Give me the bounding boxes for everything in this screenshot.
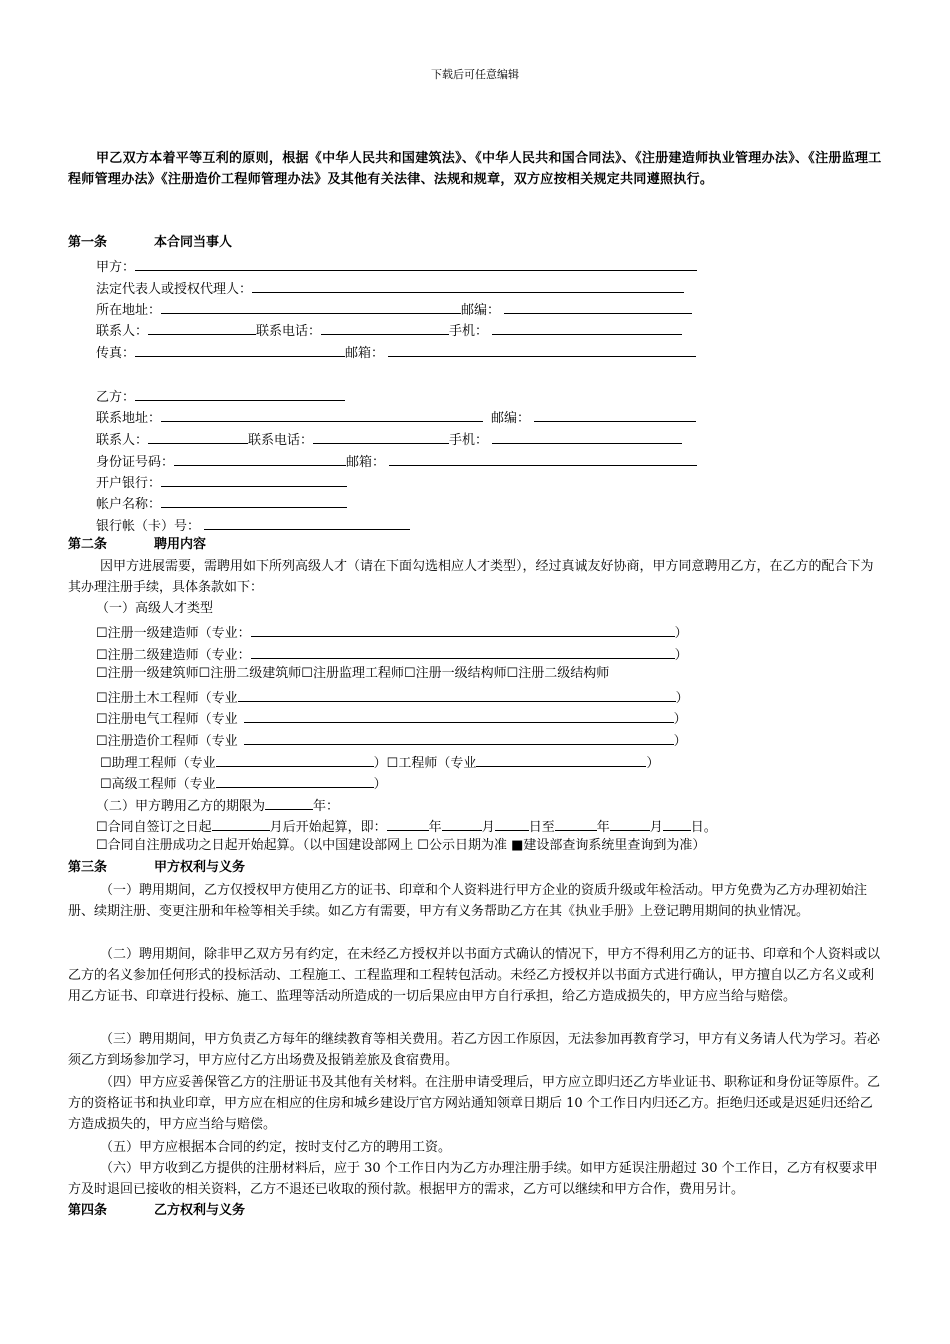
talent-field-2[interactable] <box>251 644 675 659</box>
article-3-para-3: （三）聘用期间，甲方负责乙方每年的继续教育等相关费用。若乙方因工作原因，无法参加再教育学习，甲方有义务请人代为学习。若必须乙方到场参加学习，甲方应付乙方出场费及报销差旅及食宿费用。 <box>68 1032 881 1068</box>
party-b-email-label: 邮箱： <box>346 455 386 470</box>
start-month-unit: 月 <box>481 820 495 835</box>
talent-checkbox-7a[interactable]: ☐助理工程师（专业 <box>100 756 216 771</box>
party-b-postcode-label: 邮编： <box>491 411 531 426</box>
party-a-fax-field[interactable] <box>135 342 345 357</box>
intro-paragraph: 甲乙双方本着平等互利的原则，根据《中华人民共和国建筑法》、《中华人民共和国合同法》、《注册建造师执业管理办法》、《注册监理工程师管理办法》《注册造价工程师管理办法》及其他有关法律、法规和规章，双方应按相关规定共同遵照执行。 <box>68 151 882 187</box>
end-day-field[interactable] <box>663 816 691 831</box>
period-label: （二）甲方聘用乙方的期限为 <box>96 799 266 814</box>
article-3-title: 甲方权利与义务 <box>154 860 246 875</box>
article-2-title: 聘用内容 <box>154 537 207 552</box>
talent-close-2: ） <box>674 648 688 663</box>
talent-field-7a[interactable] <box>216 752 374 767</box>
article-1-number: 第一条 <box>68 235 108 250</box>
party-a-email-label: 邮箱： <box>345 346 385 361</box>
party-b-id-field[interactable] <box>174 451 346 466</box>
article-1-title: 本合同当事人 <box>154 235 233 250</box>
talent-row-3[interactable]: ☐注册一级建筑师☐注册二级建筑师☐注册监理工程师☐注册一级结构师☐注册二级结构师 <box>96 666 610 681</box>
talent-row-2 <box>96 644 688 665</box>
talent-close-5: ） <box>673 712 687 727</box>
talent-close-8: ） <box>373 777 387 792</box>
article-2-intro: 因甲方进展需要，需聘用如下所列高级人才（请在下面勾选相应人才类型），经过真诚友好协商，甲方同意聘用乙方，在乙方的配合下为其办理注册手续，具体条款如下： <box>68 559 874 595</box>
talent-checkbox-2[interactable]: ☐注册二级建造师（专业： <box>96 648 251 663</box>
party-b-name-label: 乙方： <box>96 390 136 405</box>
party-a-fax-row <box>96 342 696 363</box>
party-b-id-label: 身份证号码： <box>96 455 175 470</box>
talent-field-4[interactable] <box>238 687 676 702</box>
party-b-mobile-label: 手机： <box>449 433 489 448</box>
period-option-2[interactable]: ☐合同自注册成功之日起开始起算。（以中国建设部网上 ☐公示日期为准 ■建设部查询系统里查询到为准） <box>96 838 706 853</box>
party-a-phone-field[interactable] <box>321 320 449 335</box>
party-b-account-no-row <box>96 515 410 536</box>
party-a-address-field[interactable] <box>161 299 461 314</box>
party-b-phone-label: 联系电话： <box>248 433 314 448</box>
talent-close-1: ） <box>674 626 688 641</box>
start-month-field[interactable] <box>442 816 482 831</box>
talent-row-5 <box>96 708 687 729</box>
talent-checkbox-7b[interactable]: ☐工程师（专业 <box>386 756 477 771</box>
talent-row-8 <box>100 773 387 794</box>
party-a-rep-field[interactable] <box>252 278 684 293</box>
article-4-heading <box>68 1202 245 1220</box>
party-b-bank-label: 开户银行： <box>96 476 162 491</box>
period-option-1-text: 月后开始起算，即： <box>269 820 387 835</box>
talent-field-1[interactable] <box>251 622 675 637</box>
talent-row-7 <box>100 752 659 773</box>
party-b-postcode-field[interactable] <box>534 407 696 422</box>
party-a-contact-field[interactable] <box>148 320 256 335</box>
period-option-1 <box>96 816 717 837</box>
party-b-contact-row <box>96 429 682 450</box>
talent-checkbox-8[interactable]: ☐高级工程师（专业 <box>100 777 216 792</box>
period-row <box>96 795 339 816</box>
talent-checkbox-1[interactable]: ☐注册一级建造师（专业： <box>96 626 251 641</box>
party-a-name-label: 甲方： <box>96 260 136 275</box>
party-a-address-label: 所在地址： <box>96 303 162 318</box>
end-day-unit: 日。 <box>690 820 717 835</box>
talent-field-6[interactable] <box>244 730 674 745</box>
end-month-unit: 月 <box>649 820 663 835</box>
party-b-contact-field[interactable] <box>148 429 248 444</box>
party-a-mobile-field[interactable] <box>492 320 682 335</box>
party-b-bank-field[interactable] <box>161 472 347 487</box>
article-3-para-2: （二）聘用期间，除非甲乙双方另有约定，在未经乙方授权并以书面方式确认的情况下，甲方不得利用乙方的证书、印章和个人资料或以乙方的名义参加任何形式的投标活动、工程施工、工程监理和工程转包活动。未经乙方授权并以书面方式进行确认，甲方擅自以乙方名义或利用乙方证书、印章进行投标、施工、监理等活动所造成的一切后果应由甲方自行承担，给乙方造成损失的，甲方应当给与赔偿。 <box>68 947 881 1004</box>
party-a-name-field[interactable] <box>135 256 697 271</box>
article-4-number: 第四条 <box>68 1203 108 1218</box>
party-a-postcode-label: 邮编： <box>461 303 501 318</box>
period-months-field[interactable] <box>212 816 270 831</box>
article-2-number: 第二条 <box>68 537 108 552</box>
article-3-heading <box>68 859 245 877</box>
talent-checkbox-4[interactable]: ☐注册土木工程师（专业 <box>96 691 238 706</box>
party-b-bank-row <box>96 472 347 493</box>
period-years-field[interactable] <box>265 795 313 810</box>
talent-close-6: ） <box>673 734 687 749</box>
party-b-email-field[interactable] <box>389 451 697 466</box>
party-a-postcode-field[interactable] <box>504 299 692 314</box>
talent-heading: （一）高级人才类型 <box>96 601 214 616</box>
start-year-field[interactable] <box>387 816 429 831</box>
end-year-unit: 年 <box>596 820 610 835</box>
party-b-name-field[interactable] <box>135 386 345 401</box>
party-b-account-name-label: 帐户名称： <box>96 497 162 512</box>
page-header: 下载后可任意编辑 <box>431 68 519 81</box>
talent-checkbox-5[interactable]: ☐注册电气工程师（专业 <box>96 712 238 727</box>
talent-checkbox-6[interactable]: ☐注册造价工程师（专业 <box>96 734 238 749</box>
party-b-id-row <box>96 451 697 472</box>
talent-row-4 <box>96 687 689 708</box>
party-a-contact-row <box>96 320 682 341</box>
article-3-para-4: （四）甲方应妥善保管乙方的注册证书及其他有关材料。在注册申请受理后，甲方应立即归还乙方毕业证书、职称证和身份证等原件。乙方的资格证书和执业印章，甲方应在相应的住房和城乡建设厅官方网站通知领章日期后 10 个工作日内归还乙方。拒绝归还或是迟延归还给乙方造成损失的，甲方应当给与赔偿。 <box>68 1075 881 1132</box>
party-a-fax-label: 传真： <box>96 346 136 361</box>
party-b-mobile-field[interactable] <box>492 429 682 444</box>
article-4-title: 乙方权利与义务 <box>154 1203 246 1218</box>
party-b-address-row <box>96 407 696 428</box>
party-a-phone-label: 联系电话： <box>256 324 322 339</box>
party-b-address-field[interactable] <box>161 407 483 422</box>
period-year-unit: 年： <box>313 799 340 814</box>
party-a-rep-row <box>96 278 684 299</box>
start-day-unit: 日至 <box>528 820 555 835</box>
start-year-unit: 年 <box>428 820 442 835</box>
party-b-account-name-field[interactable] <box>161 493 347 508</box>
talent-field-5[interactable] <box>244 708 674 723</box>
party-a-email-field[interactable] <box>388 342 696 357</box>
period-option-1-checkbox[interactable]: ☐合同自签订之日起 <box>96 820 212 835</box>
talent-row-6 <box>96 730 687 751</box>
talent-field-7b[interactable] <box>476 752 646 767</box>
end-year-field[interactable] <box>555 816 597 831</box>
party-a-rep-label: 法定代表人或授权代理人： <box>96 282 253 297</box>
start-day-field[interactable] <box>495 816 529 831</box>
article-3-para-5: （五）甲方应根据本合同的约定，按时支付乙方的聘用工资。 <box>100 1140 452 1155</box>
party-a-name-row <box>96 256 697 277</box>
party-a-mobile-label: 手机： <box>449 324 489 339</box>
party-b-phone-field[interactable] <box>313 429 449 444</box>
party-a-address-row <box>96 299 692 320</box>
party-b-account-no-label: 银行帐（卡）号： <box>96 519 201 534</box>
talent-close-4: ） <box>675 691 689 706</box>
party-b-address-label: 联系地址： <box>96 411 162 426</box>
talent-close-7b: ） <box>646 756 660 771</box>
party-b-account-no-field[interactable] <box>204 515 410 530</box>
party-b-account-name-row <box>96 493 347 514</box>
article-3-para-1: （一）聘用期间，乙方仅授权甲方使用乙方的证书、印章和个人资料进行甲方企业的资质升级或年检活动。甲方免费为乙方办理初始注册、续期注册、变更注册和年检等相关手续。如乙方有需要，甲方有义务帮助乙方在其《执业手册》上登记聘用期间的执业情况。 <box>68 883 868 919</box>
article-2-heading <box>68 536 206 554</box>
talent-row-1 <box>96 622 688 643</box>
party-b-contact-label: 联系人： <box>96 433 149 448</box>
end-month-field[interactable] <box>610 816 650 831</box>
talent-field-8[interactable] <box>216 773 374 788</box>
party-a-contact-label: 联系人： <box>96 324 149 339</box>
talent-close-7a: ） <box>373 756 387 771</box>
article-1-heading <box>68 234 232 252</box>
article-3-number: 第三条 <box>68 860 108 875</box>
article-3-para-6: （六）甲方收到乙方提供的注册材料后，应于 30 个工作日内为乙方办理注册手续。如甲方延误注册超过 30 个工作日，乙方有权要求甲方及时退回已接收的相关资料，乙方不退还已收取的预付款。根据甲方的需求，乙方可以继续和甲方合作，费用另计。 <box>68 1161 878 1197</box>
party-b-name-row <box>96 386 345 407</box>
